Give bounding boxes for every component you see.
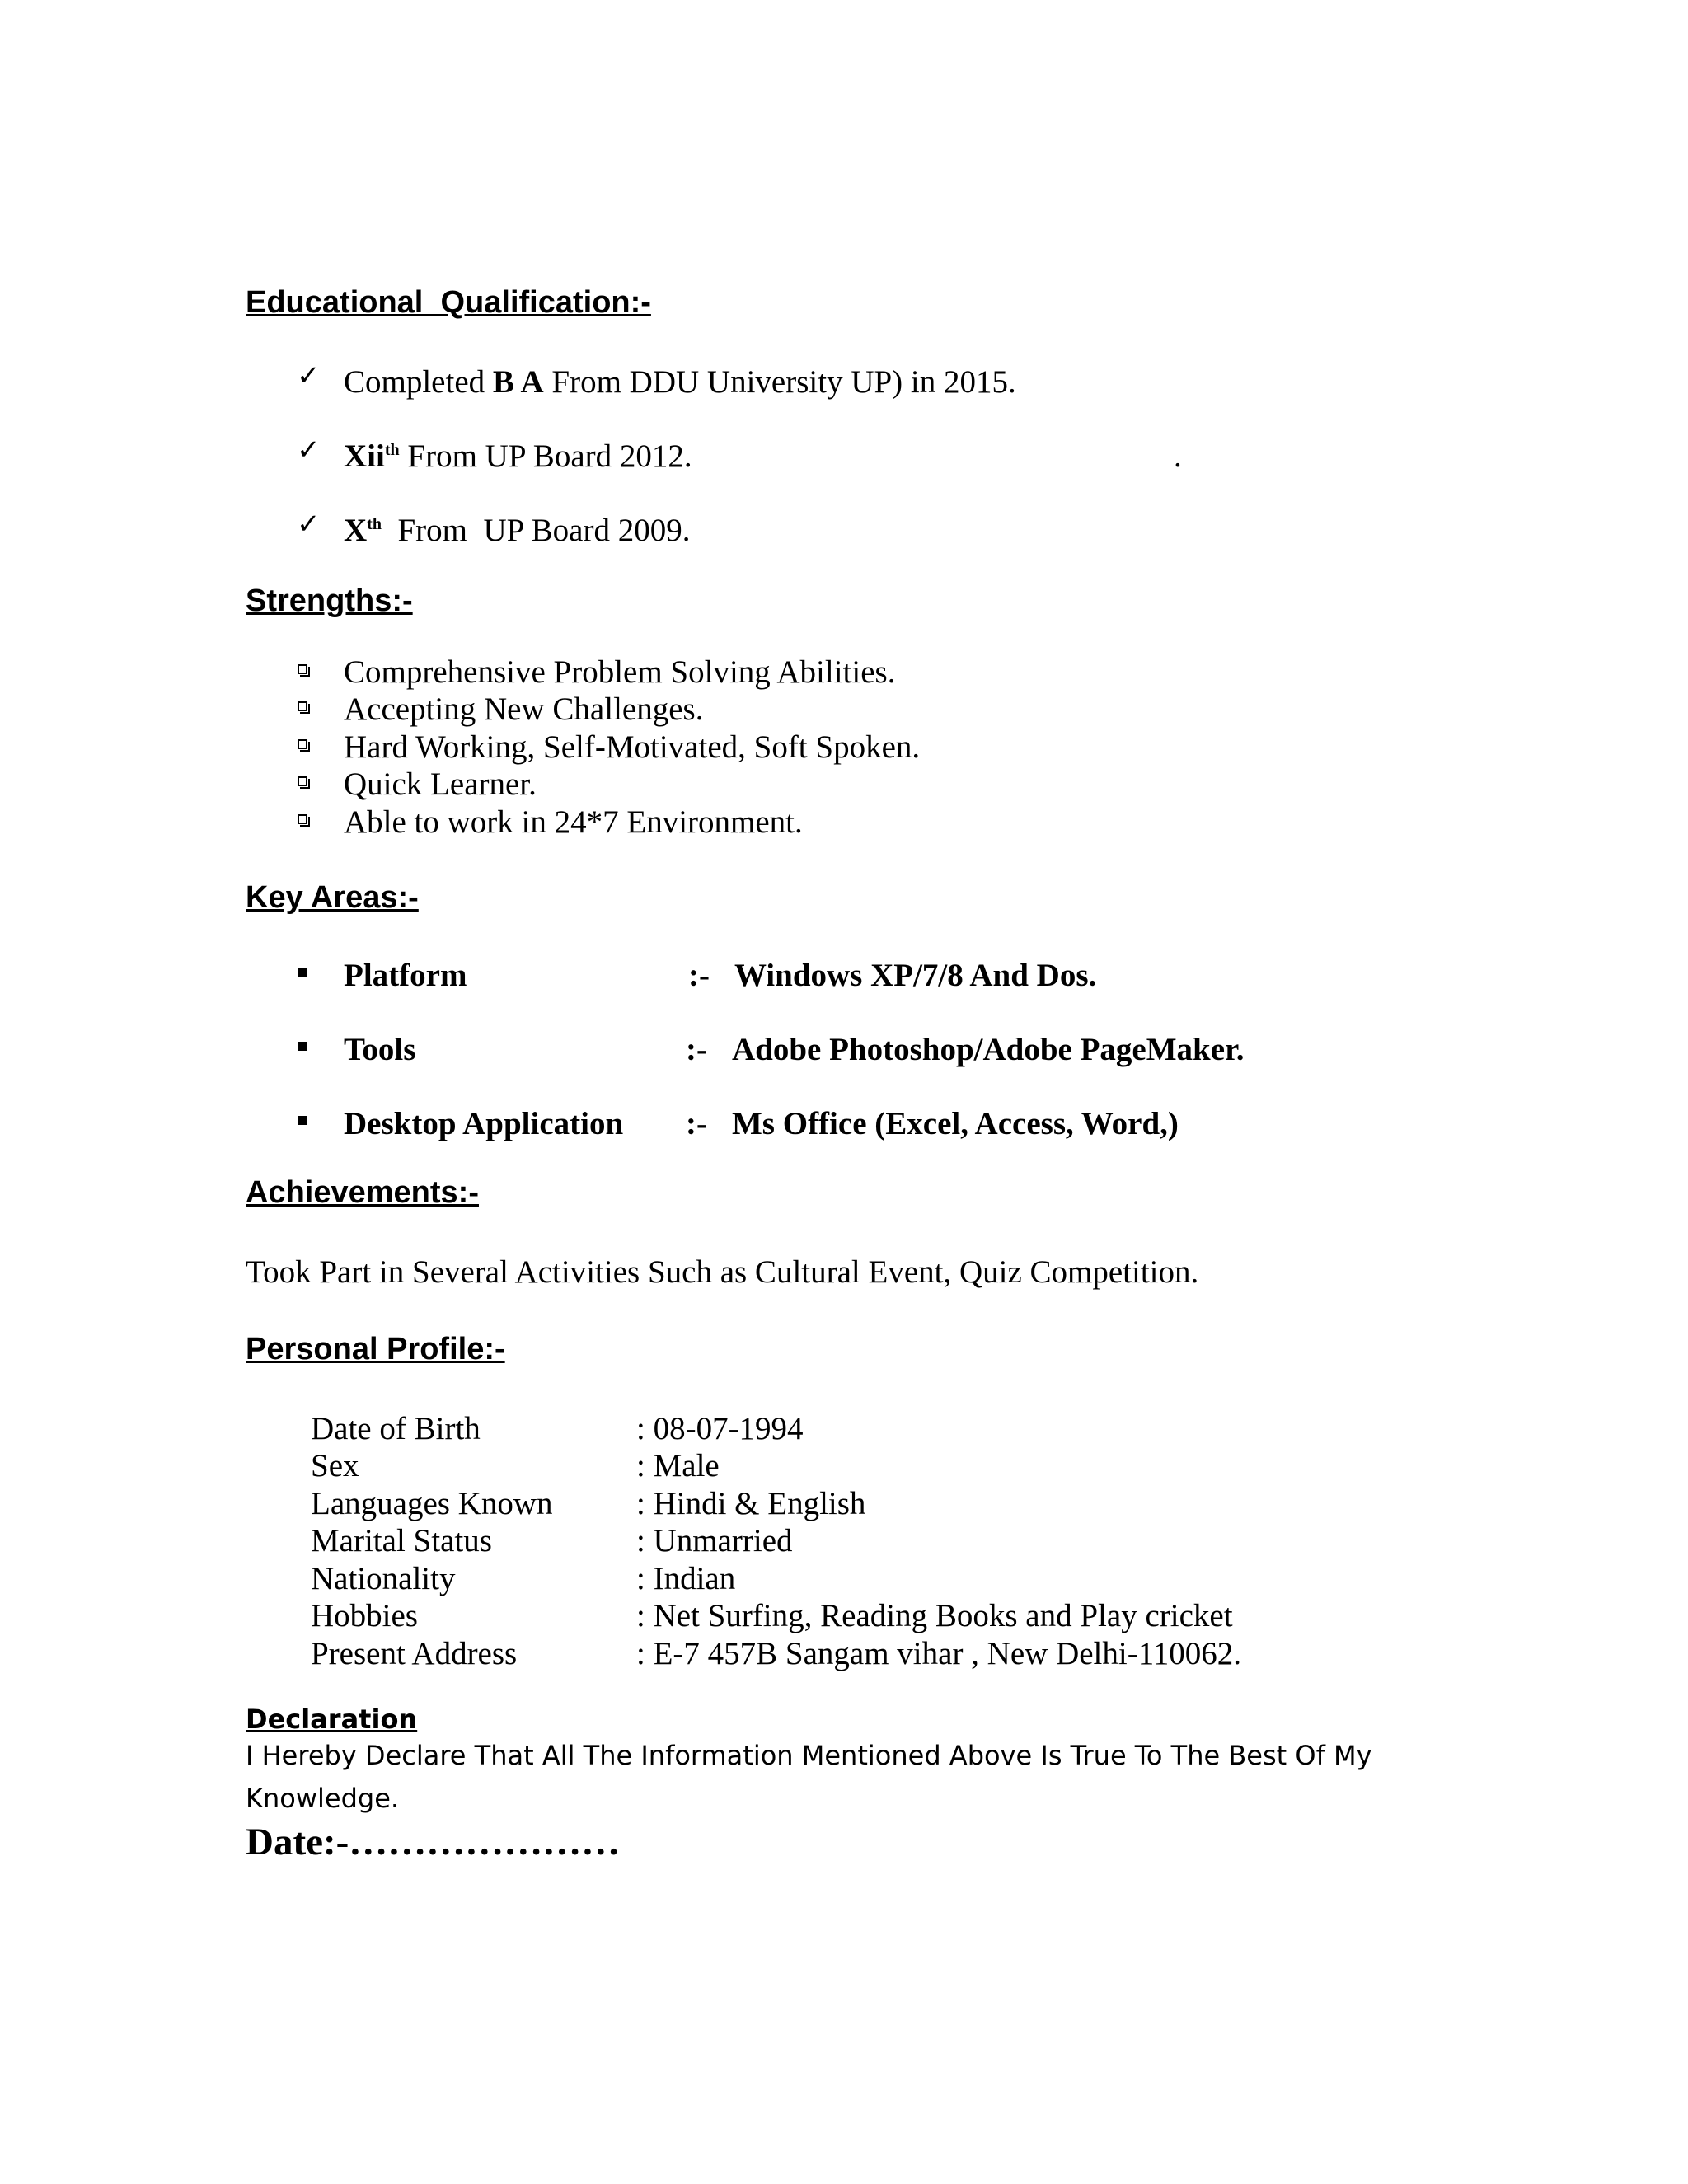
education-item-detail: From UP Board 2009.: [381, 513, 691, 548]
profile-value: : Male: [636, 1448, 720, 1483]
key-areas-heading: Key Areas:-: [246, 880, 419, 915]
key-area-label: Tools: [344, 1032, 416, 1067]
profile-label: Nationality: [311, 1561, 456, 1596]
education-item-degree: Xii: [344, 438, 385, 474]
date-line: Date:-…………………: [246, 1821, 621, 1863]
profile-value: : Hindi & English: [636, 1486, 866, 1521]
education-heading: Educational Qualification:-: [246, 285, 651, 320]
checkbox-bullet-icon: [298, 664, 307, 674]
checkbox-bullet-icon: [298, 739, 307, 749]
profile-label: Languages Known: [311, 1486, 553, 1521]
personal-profile-heading: Personal Profile:-: [246, 1332, 505, 1366]
education-item-degree: B A: [492, 364, 544, 400]
key-area-separator: :-: [686, 1032, 707, 1067]
achievements-text: Took Part in Several Activities Such as Cultural Event, Quiz Competition.: [246, 1254, 1199, 1290]
strength-text: Quick Learner.: [344, 766, 537, 802]
declaration-heading: Declaration: [246, 1704, 418, 1735]
key-area-separator: :-: [688, 958, 710, 993]
strengths-heading: Strengths:-: [246, 583, 413, 618]
checkmark-icon: ✓: [297, 435, 321, 466]
profile-label: Sex: [311, 1448, 359, 1483]
checkbox-bullet-icon: [298, 814, 307, 824]
profile-label: Present Address: [311, 1636, 518, 1671]
strength-text: Accepting New Challenges.: [344, 691, 704, 727]
checkmark-icon: ✓: [297, 509, 321, 540]
profile-value: : E-7 457B Sangam vihar , New Delhi-110062.: [636, 1636, 1242, 1671]
square-bullet-icon: [298, 1042, 307, 1051]
profile-label: Date of Birth: [311, 1411, 481, 1446]
education-item-detail: From DDU University UP) in 2015.: [543, 364, 1016, 400]
strength-text: Able to work in 24*7 Environment.: [344, 804, 803, 840]
square-bullet-icon: [298, 968, 307, 977]
strength-text: Comprehensive Problem Solving Abilities.: [344, 654, 896, 690]
stray-dot: .: [1174, 438, 1182, 474]
checkbox-bullet-icon: [298, 776, 307, 786]
declaration-text: I Hereby Declare That All The Information Mentioned Above Is True To The Best Of My Knowledge.: [246, 1740, 1372, 1814]
profile-value: : Unmarried: [636, 1523, 793, 1558]
key-area-value: Ms Office (Excel, Access, Word,): [732, 1106, 1179, 1141]
key-area-label: Desktop Application: [344, 1106, 624, 1141]
square-bullet-icon: [298, 1116, 307, 1125]
education-item-degree: X: [344, 513, 368, 548]
profile-label: Hobbies: [311, 1598, 418, 1633]
key-area-value: Windows XP/7/8 And Dos.: [734, 958, 1097, 993]
profile-value: : Net Surfing, Reading Books and Play cricket: [636, 1598, 1233, 1633]
education-item-prefix: Completed: [344, 364, 493, 400]
profile-label: Marital Status: [311, 1523, 492, 1558]
achievements-heading: Achievements:-: [246, 1175, 479, 1210]
key-area-label: Platform: [344, 958, 467, 993]
strength-text: Hard Working, Self-Motivated, Soft Spoken.: [344, 729, 921, 765]
checkbox-bullet-icon: [298, 701, 307, 711]
key-area-value: Adobe Photoshop/Adobe PageMaker.: [732, 1032, 1245, 1067]
superscript: th: [367, 515, 382, 533]
checkmark-icon: ✓: [297, 361, 321, 391]
superscript: th: [384, 441, 400, 459]
profile-value: : 08-07-1994: [636, 1411, 804, 1446]
profile-value: : Indian: [636, 1561, 736, 1596]
education-item-detail: From UP Board 2012.: [399, 438, 692, 474]
key-area-separator: :-: [686, 1106, 707, 1141]
